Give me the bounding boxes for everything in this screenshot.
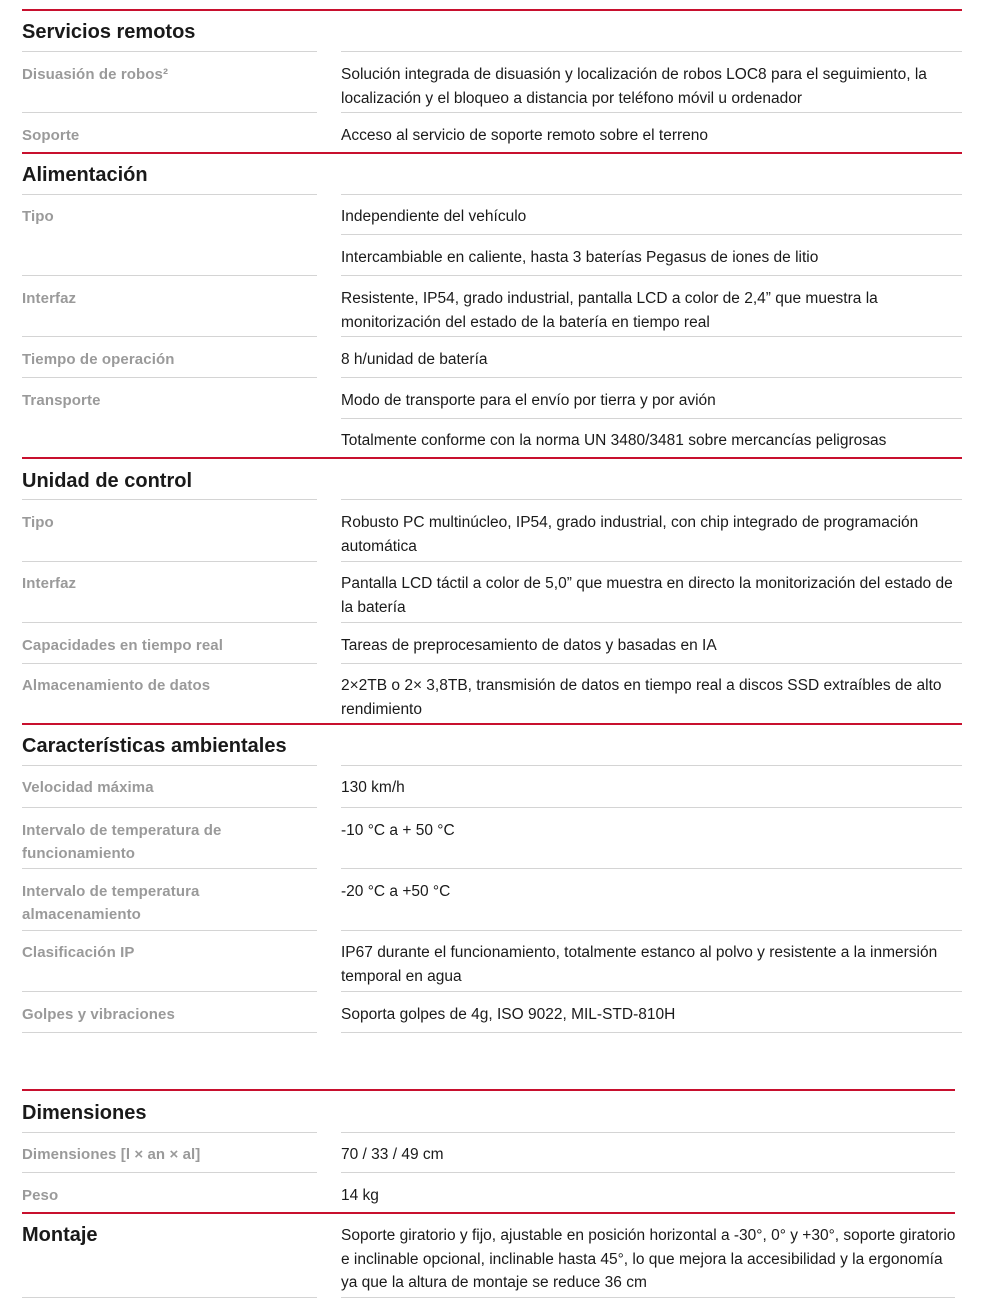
spec-label: Intervalo de temperatura de funcionamiento: [22, 822, 222, 862]
section-divider: [22, 1089, 955, 1091]
row-divider: [22, 765, 317, 766]
spec-label: Peso: [22, 1187, 59, 1204]
spec-label: Almacenamiento de datos: [22, 677, 211, 694]
row-divider: [22, 51, 317, 52]
row-divider: [22, 663, 317, 664]
spec-value: 70 / 33 / 49 cm: [341, 1146, 444, 1163]
spec-value: -10 °C a + 50 °C: [341, 822, 455, 839]
row-divider: [341, 234, 962, 235]
spec-value: Intercambiable en caliente, hasta 3 baterías Pegasus de iones de litio: [341, 249, 819, 266]
row-divider: [22, 499, 317, 500]
spec-value: 14 kg: [341, 1187, 379, 1204]
row-divider: [22, 991, 317, 992]
spec-value: Independiente del vehículo: [341, 208, 527, 225]
spec-value: 8 h/unidad de batería: [341, 351, 488, 368]
spec-value: Totalmente conforme con la norma UN 3480/3481 sobre mercancías peligrosas: [341, 432, 887, 449]
row-divider: [341, 1032, 962, 1033]
spec-value: Modo de transporte para el envío por tierra y por avión: [341, 392, 716, 409]
row-divider: [22, 930, 317, 931]
spec-label: Interfaz: [22, 290, 77, 307]
spec-label: Tiempo de operación: [22, 351, 175, 368]
row-divider: [22, 377, 317, 378]
row-divider: [341, 807, 962, 808]
spec-value: Resistente, IP54, grado industrial, pantalla LCD a color de 2,4” que muestra la monitorización del estado de la batería en tiempo real: [341, 290, 878, 331]
section-divider: [22, 457, 962, 459]
row-divider: [341, 930, 962, 931]
row-divider: [341, 499, 962, 500]
section-title-servicios-remotos: Servicios remotos: [22, 21, 196, 43]
spec-label: Transporte: [22, 392, 101, 409]
spec-value: 130 km/h: [341, 779, 405, 796]
row-divider: [341, 1132, 955, 1133]
section-divider: [22, 723, 962, 725]
spec-value: Solución integrada de disuasión y localización de robos LOC8 para el seguimiento, la localización y el bloqueo a distancia por teléfono móvil u ordenador: [341, 66, 927, 107]
section-title-montaje: Montaje: [22, 1224, 98, 1246]
row-divider: [341, 336, 962, 337]
spec-label: Capacidades en tiempo real: [22, 637, 224, 654]
spec-label: Tipo: [22, 514, 54, 531]
row-divider: [22, 561, 317, 562]
section-divider: [22, 1212, 955, 1214]
spec-label: Dimensiones [l × an × al]: [22, 1146, 201, 1163]
spec-value: IP67 durante el funcionamiento, totalmente estanco al polvo y resistente a la inmersión temporal en agua: [341, 944, 938, 985]
spec-label: Disuasión de robos²: [22, 66, 169, 83]
section-title-caracteristicas-ambientales: Características ambientales: [22, 735, 287, 757]
row-divider: [341, 622, 962, 623]
row-divider: [341, 112, 962, 113]
row-divider: [341, 561, 962, 562]
row-divider: [341, 418, 962, 419]
row-divider: [341, 1172, 955, 1173]
row-divider: [22, 1172, 317, 1173]
section-title-alimentacion: Alimentación: [22, 164, 148, 186]
spec-value: Tareas de preprocesamiento de datos y basadas en IA: [341, 637, 717, 654]
row-divider: [341, 275, 962, 276]
spec-value: Robusto PC multinúcleo, IP54, grado industrial, con chip integrado de programación automática: [341, 514, 919, 555]
row-divider: [341, 991, 962, 992]
spec-value: Soporte giratorio y fijo, ajustable en posición horizontal a -30°, 0° y +30°, soporte giratorio e inclinable opcional, inclinable hasta 45°, lo que mejora la accesibilidad y la ergonomía ya que la altura de montaje se reduce 36 cm: [341, 1227, 956, 1291]
spec-value: Soporta golpes de 4g, ISO 9022, MIL-STD-810H: [341, 1006, 676, 1023]
row-divider: [341, 1297, 955, 1298]
section-title-dimensiones: Dimensiones: [22, 1102, 147, 1124]
row-divider: [22, 194, 317, 195]
spec-label: Velocidad máxima: [22, 779, 154, 796]
row-divider: [22, 1297, 317, 1298]
row-divider: [22, 1132, 317, 1133]
row-divider: [341, 765, 962, 766]
row-divider: [341, 194, 962, 195]
row-divider: [341, 377, 962, 378]
section-divider: [22, 152, 962, 154]
row-divider: [22, 1032, 317, 1033]
spec-label: Clasificación IP: [22, 944, 135, 961]
spec-label: Interfaz: [22, 575, 77, 592]
spec-label: Intervalo de temperatura almacenamiento: [22, 883, 200, 923]
section-title-unidad-de-control: Unidad de control: [22, 470, 192, 492]
spec-value: Acceso al servicio de soporte remoto sobre el terreno: [341, 127, 709, 144]
row-divider: [22, 112, 317, 113]
spec-value: -20 °C a +50 °C: [341, 883, 451, 900]
spec-label: Tipo: [22, 208, 54, 225]
spec-label: Golpes y vibraciones: [22, 1006, 175, 1023]
row-divider: [22, 807, 317, 808]
row-divider: [22, 275, 317, 276]
spec-label: Soporte: [22, 127, 80, 144]
row-divider: [341, 51, 962, 52]
row-divider: [22, 622, 317, 623]
row-divider: [341, 868, 962, 869]
row-divider: [22, 868, 317, 869]
row-divider: [341, 663, 962, 664]
section-divider: [22, 9, 962, 11]
spec-value: 2×2TB o 2× 3,8TB, transmisión de datos en tiempo real a discos SSD extraíbles de alto rendimiento: [341, 677, 942, 718]
spec-value: Pantalla LCD táctil a color de 5,0” que muestra en directo la monitorización del estado de la batería: [341, 575, 953, 616]
row-divider: [22, 336, 317, 337]
